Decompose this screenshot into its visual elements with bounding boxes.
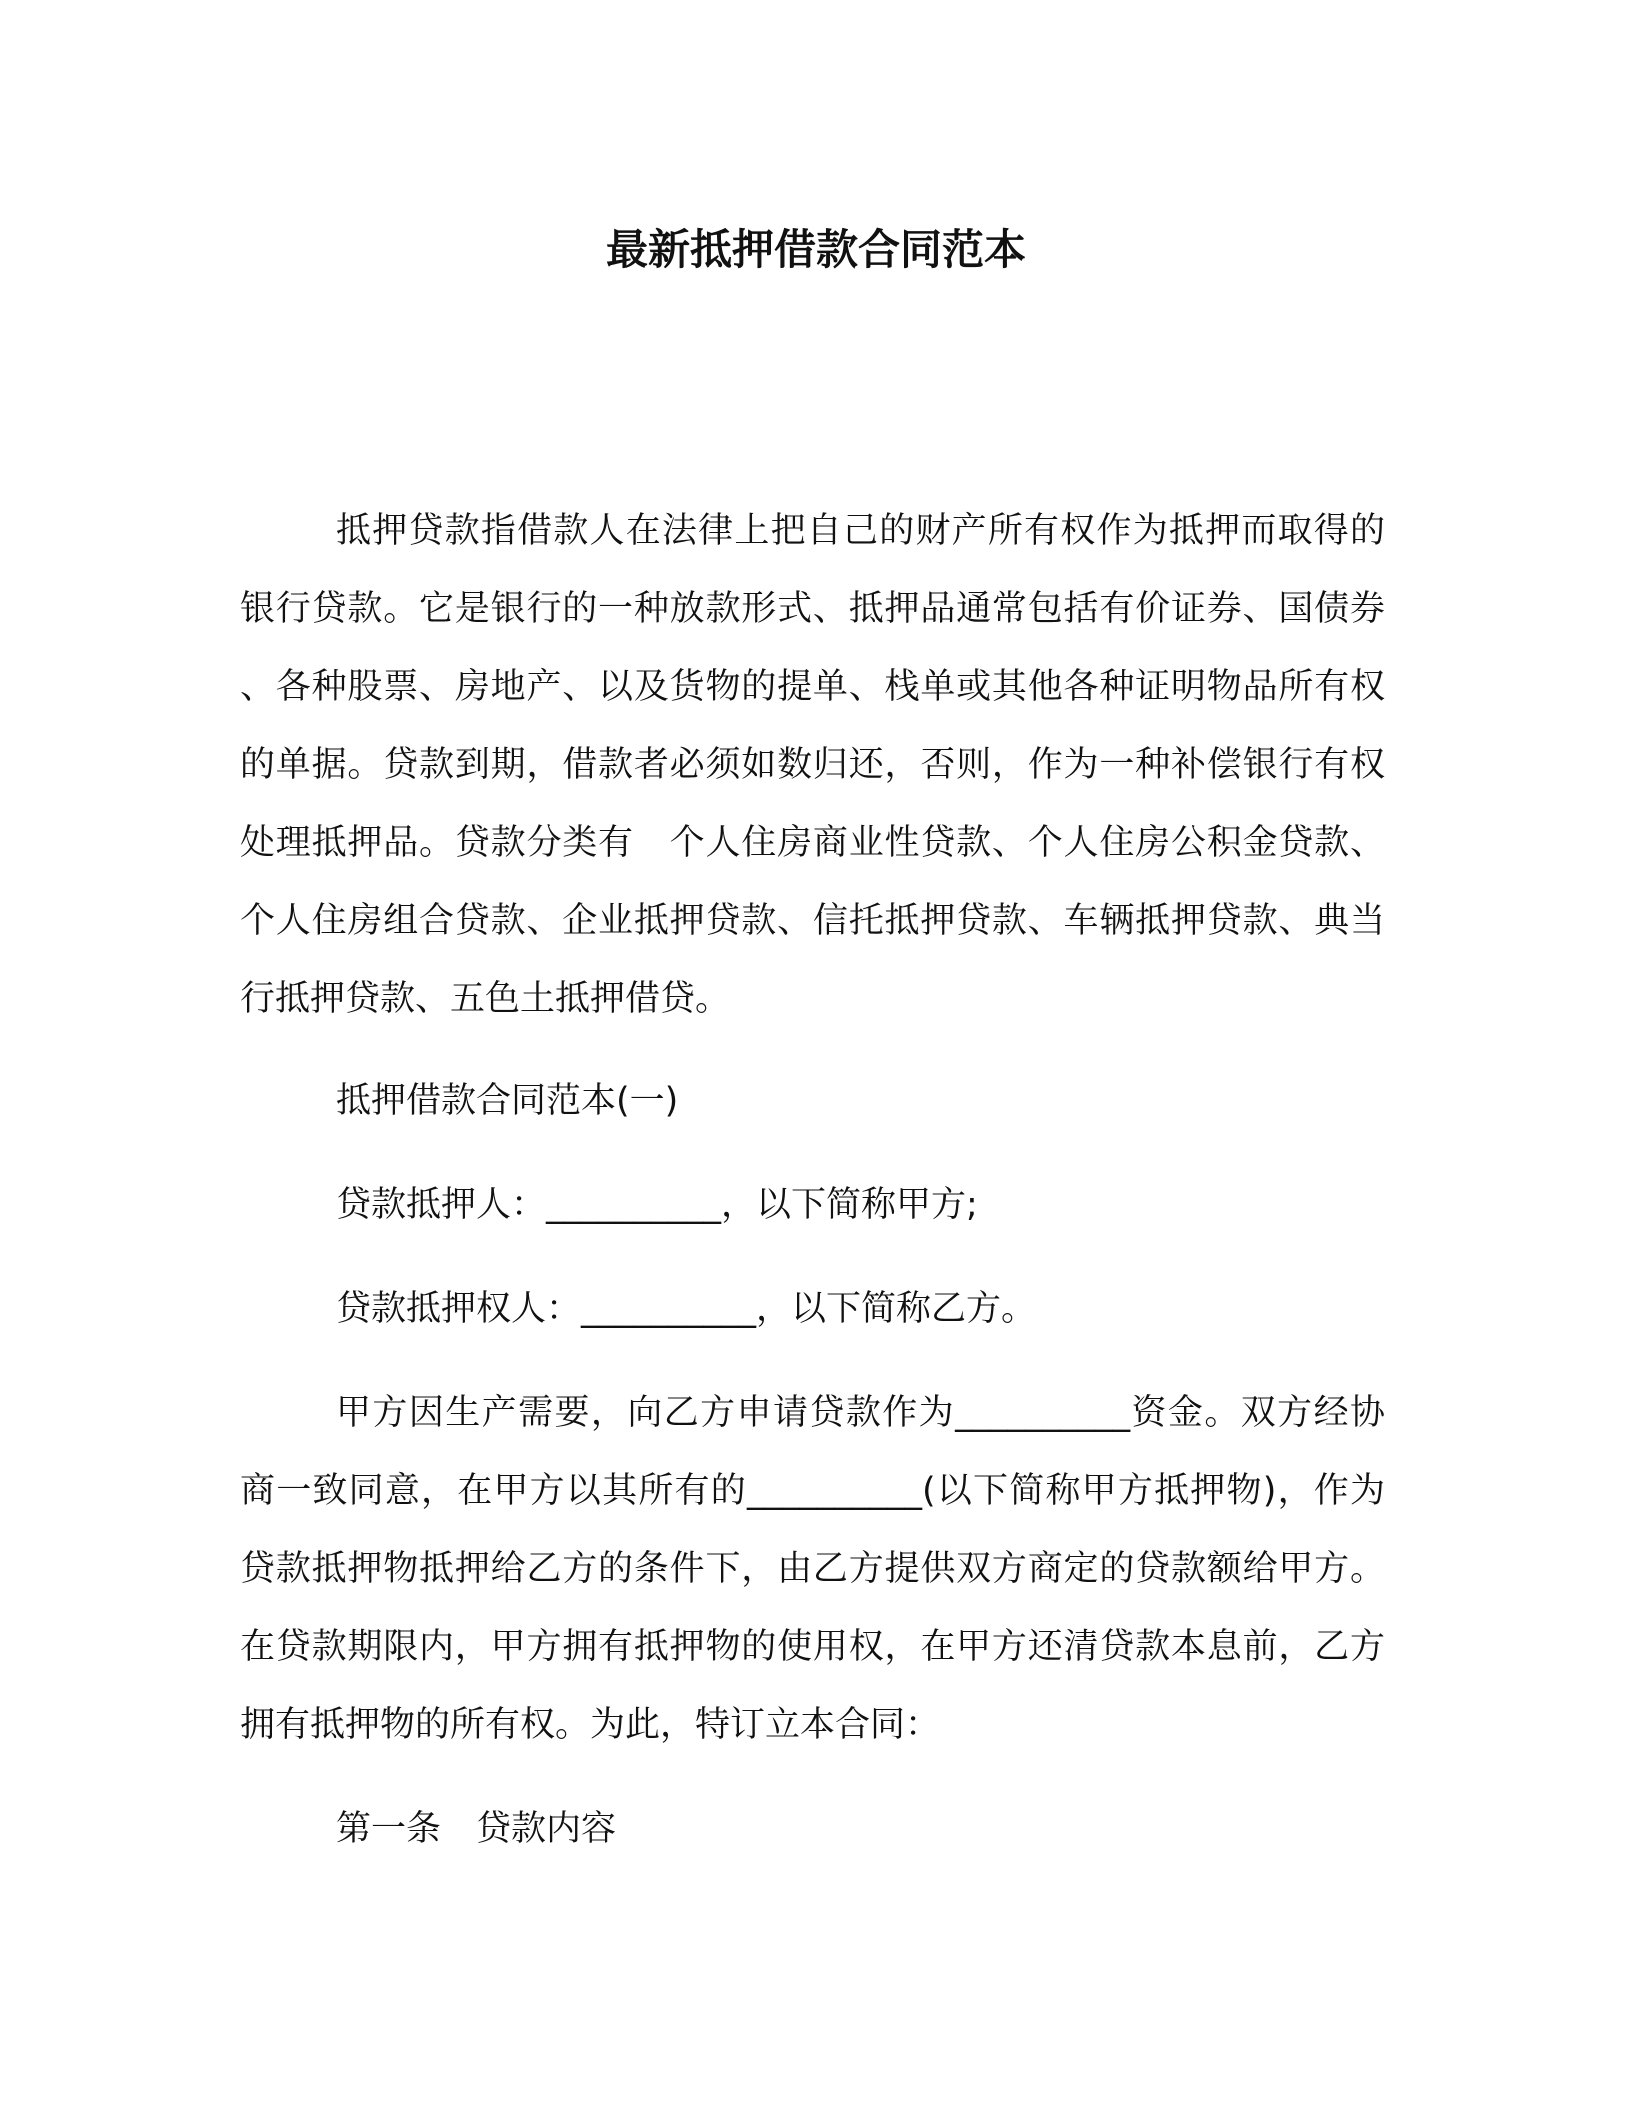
article-1-heading: 第一条 贷款内容 <box>336 1809 617 1849</box>
agreement-paragraph: 甲方因生产需要，向乙方申请贷款作为__________资金。双方经协商一致同意，在甲方以其所有的__________(以下简称甲方抵押物)，作为贷款抵押物抵押给乙方的条件下，由乙方提供双方商定的贷款额给甲方。在贷款期限内，甲方拥有抵押物的使用权，在甲方还清贷款本息前，乙方拥有抵押物的所有权。为此，特订立本合同： <box>240 1393 1385 1745</box>
party-b-line: 贷款抵押权人：__________，以下简称乙方。 <box>336 1289 1037 1329</box>
party-a-line: 贷款抵押人：__________，以下简称甲方; <box>336 1185 978 1225</box>
document-title: 最新抵押借款合同范本 <box>605 225 1026 274</box>
intro-paragraph: 抵押贷款指借款人在法律上把自己的财产所有权作为抵押而取得的银行贷款。它是银行的一种放款形式、抵押品通常包括有价证券、国债券、各种股票、房地产、以及货物的提单、栈单或其他各种证明物品所有权的单据。贷款到期，借款者必须如数归还，否则，作为一种补偿银行有权处理抵押品。贷款分类有 个人住房商业性贷款、个人住房公积金贷款、个人住房组合贷款、企业抵押贷款、信托抵押贷款、车辆抵押贷款、典当行抵押贷款、五色土抵押借贷。 <box>240 511 1385 1019</box>
document-body <box>240 492 1385 1868</box>
sample-heading: 抵押借款合同范本(一) <box>336 1081 679 1121</box>
